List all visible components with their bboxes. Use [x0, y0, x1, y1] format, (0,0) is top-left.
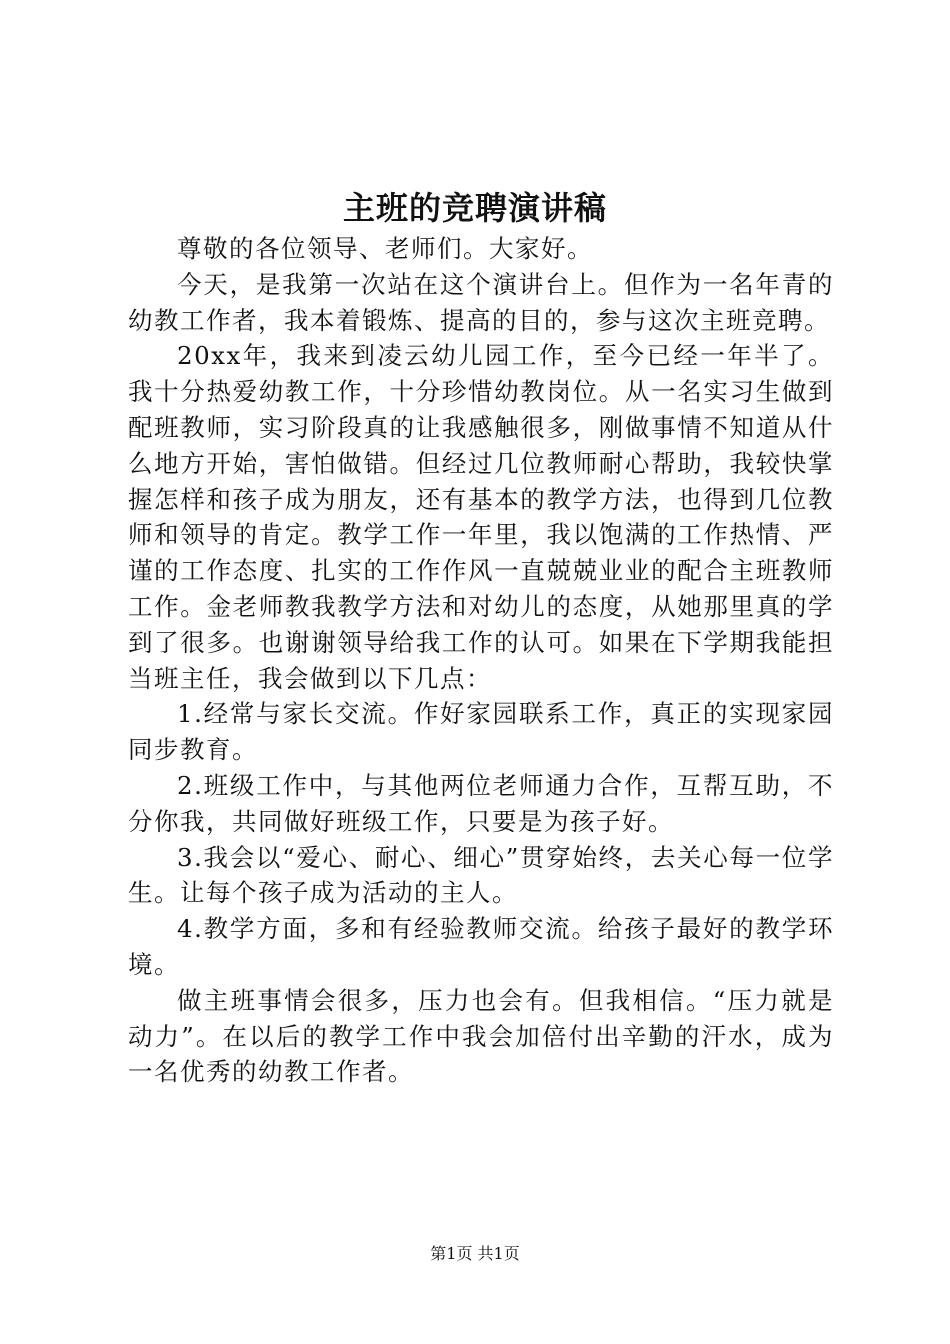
paragraph-greeting: 尊敬的各位领导、老师们。大家好。 — [177, 234, 593, 263]
document-body — [128, 231, 834, 1090]
paragraph-point-2: 2.班级工作中，与其他两位老师通力合作，互帮互助，不分你我，共同做好班级工作，只要是为孩子好。 — [128, 770, 834, 836]
paragraph-experience: 20xx年，我来到凌云幼儿园工作，至今已经一年半了。我十分热爱幼教工作，十分珍惜幼教岗位。从一名实习生做到配班教师，实习阶段真的让我感触很多，刚做事情不知道从什么地方开始，害怕做错。但经过几位教师耐心帮助，我较快掌握怎样和孩子成为朋友，还有基本的教学方法，也得到几位教师和领导的肯定。教学工作一年里，我以饱满的工作热情、严谨的工作态度、扎实的工作作风一直兢兢业业的配合主班教师工作。金老师教我教学方法和对幼儿的态度，从她那里真的学到了很多。也谢谢领导给我工作的认可。如果在下学期我能担当班主任，我会做到以下几点： — [128, 341, 834, 693]
document-title: 主班的竞聘演讲稿 — [342, 189, 607, 227]
page-footer: 第1页 共1页 — [430, 1244, 520, 1263]
paragraph-point-1: 1.经常与家长交流。作好家园联系工作，真正的实现家园同步教育。 — [128, 699, 834, 765]
paragraph-point-3: 3.我会以“爱心、耐心、细心”贯穿始终，去关心每一位学生。让每个孩子成为活动的主人。 — [128, 842, 834, 908]
paragraph-closing: 做主班事情会很多，压力也会有。但我相信。“压力就是动力”。在以后的教学工作中我会加倍付出辛勤的汗水，成为一名优秀的幼教工作者。 — [128, 985, 834, 1087]
paragraph-intro: 今天，是我第一次站在这个演讲台上。但作为一名年青的幼教工作者，我本着锻炼、提高的目的，参与这次主班竞聘。 — [128, 269, 834, 335]
paragraph-point-4: 4.教学方面，多和有经验教师交流。给孩子最好的教学环境。 — [128, 914, 834, 979]
